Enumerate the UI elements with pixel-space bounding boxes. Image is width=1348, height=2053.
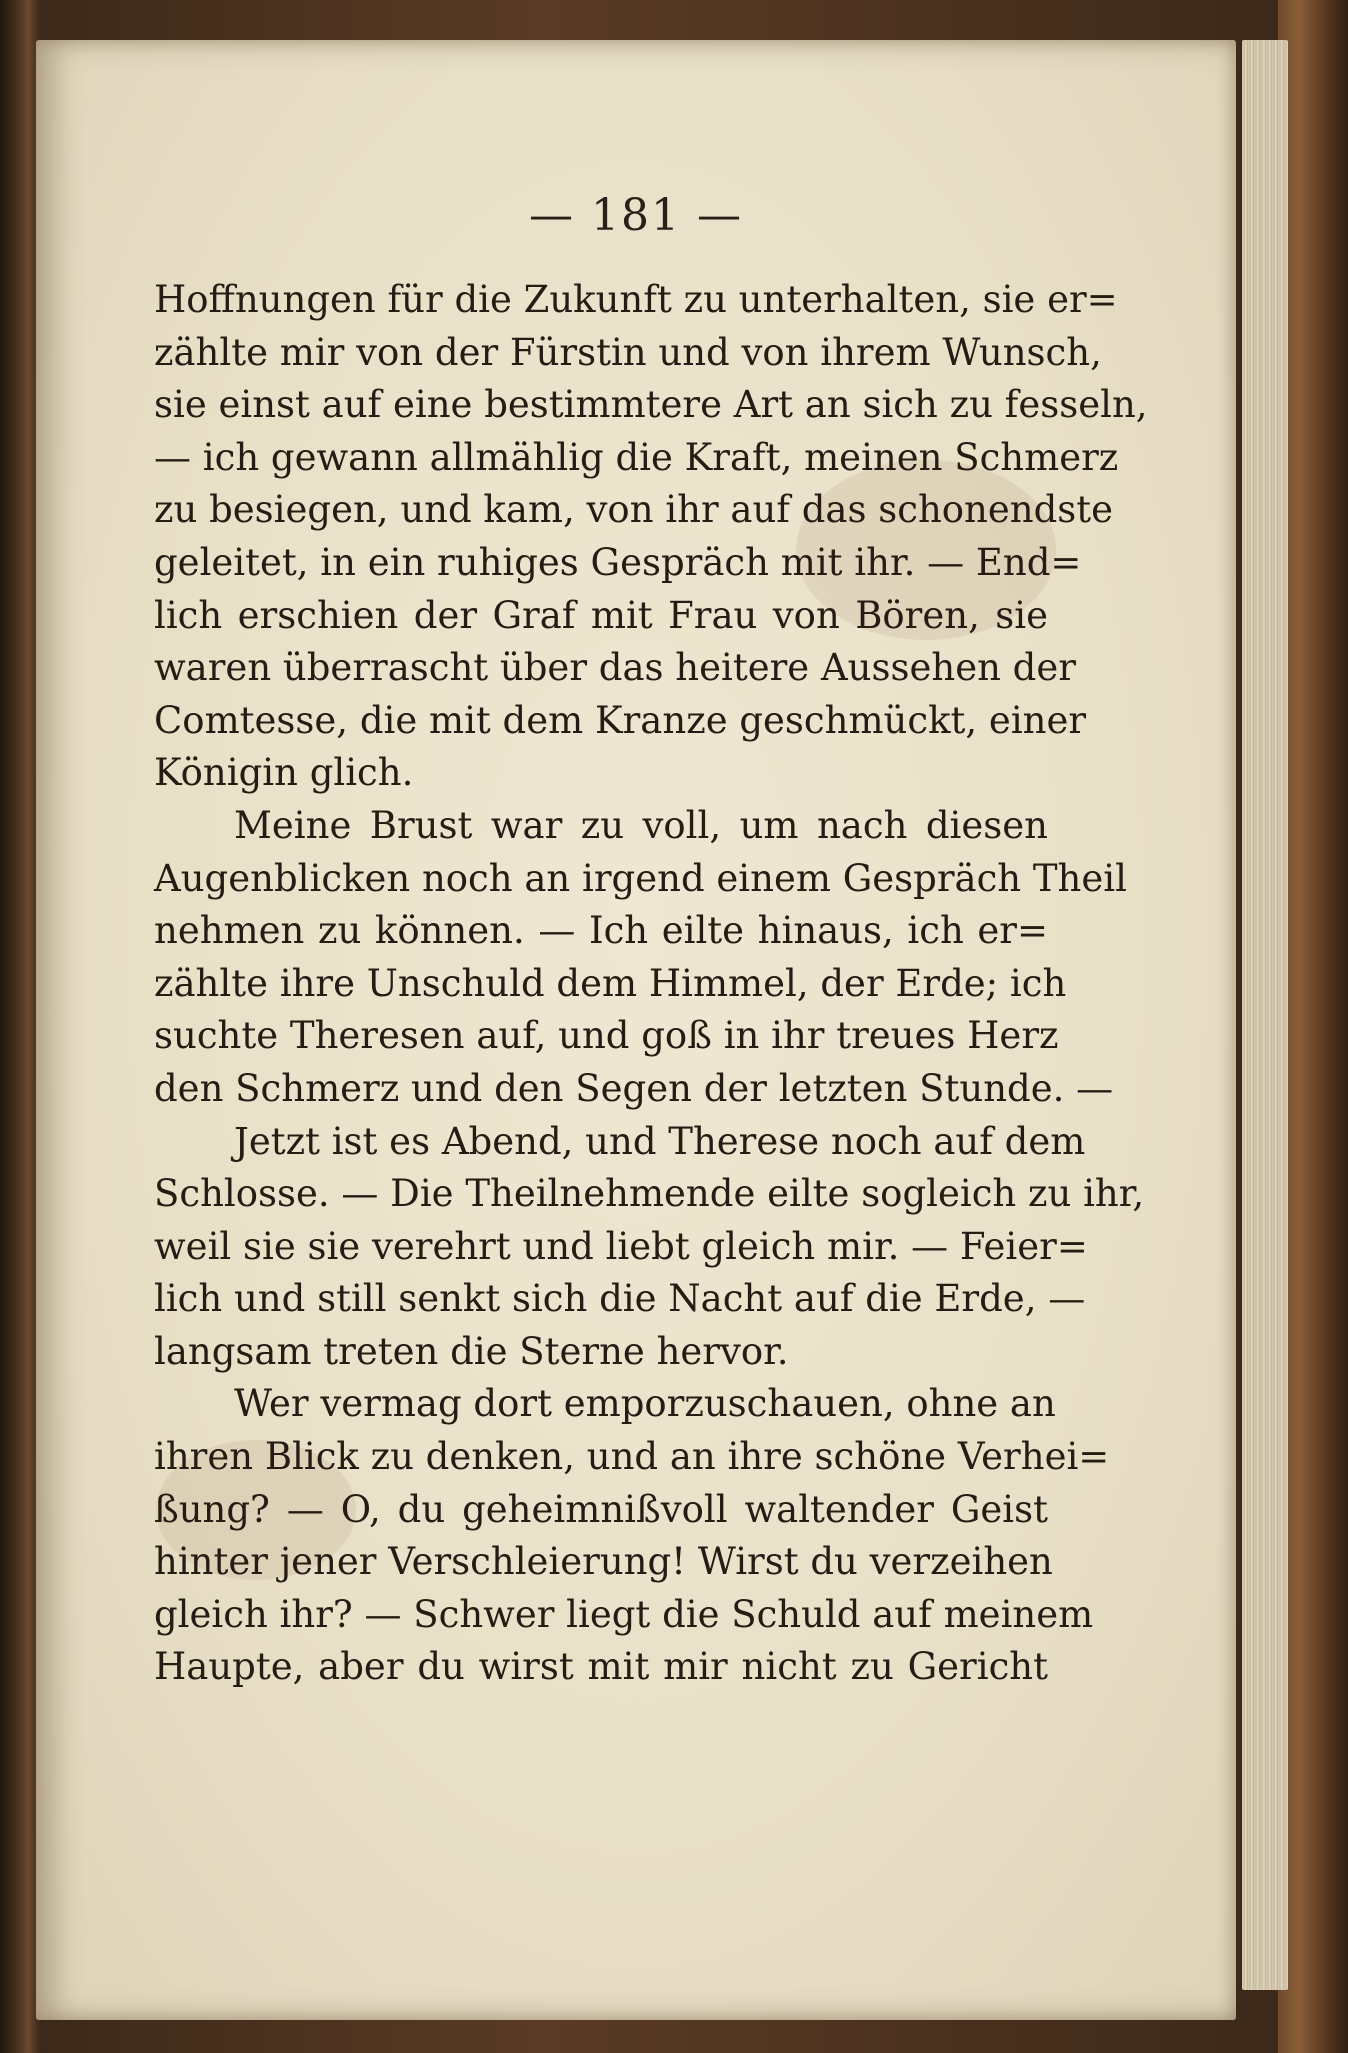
page-text [154, 274, 1148, 1694]
text-line: lich und still senkt sich die Nacht auf die Erde, — [154, 1277, 1086, 1321]
text-line: gleich ihr? — Schwer liegt die Schuld auf meinem [154, 1592, 1094, 1636]
text-line: Schlosse. — Die Theilnehmende eilte sogleich zu ihr, [154, 1172, 1145, 1216]
text-line: lich erschien der Graf mit Frau von Bören, sie [154, 593, 1048, 637]
text-line: suchte Theresen auf, und goß in ihr treues Herz [154, 1014, 1059, 1058]
text-line: Haupte, aber du wirst mit mir nicht zu Gericht [154, 1645, 1048, 1689]
page-edges [1242, 40, 1288, 1990]
text-line: zählte ihre Unschuld dem Himmel, der Erde; ich [154, 961, 1067, 1005]
text-line: zählte mir von der Fürstin und von ihrem Wunsch, [154, 330, 1102, 374]
text-line: weil sie sie verehrt und liebt gleich mir. — Feier= [154, 1224, 1088, 1268]
text-line: Augenblicken noch an irgend einem Gespräch Theil [154, 856, 1127, 900]
text-line: zu besiegen, und kam, von ihr auf das schonendste [154, 488, 1114, 532]
text-line: Königin glich. [154, 751, 414, 795]
text-line: langsam treten die Sterne hervor. [154, 1329, 789, 1373]
text-line: ßung? — O, du geheimnißvoll waltender Geist [154, 1487, 1048, 1531]
text-line: Comtesse, die mit dem Kranze geschmückt, einer [154, 698, 1087, 742]
text-line: hinter jener Verschleierung! Wirst du verzeihen [154, 1540, 1053, 1584]
left-binding [0, 0, 40, 2053]
book-page [36, 40, 1236, 2020]
text-line: geleitet, in ein ruhiges Gespräch mit ihr. — End= [154, 540, 1082, 584]
page-number: — 181 — [529, 190, 743, 241]
text-line: Wer vermag dort emporzuschauen, ohne an [234, 1382, 1056, 1426]
text-line: den Schmerz und den Segen der letzten Stunde. — [154, 1066, 1114, 1110]
right-cover-edge [1278, 0, 1348, 2053]
text-line: waren überrascht über das heitere Aussehen der [154, 646, 1076, 690]
text-line: Meine Brust war zu voll, um nach diesen [234, 803, 1048, 847]
text-line: Hoffnungen für die Zukunft zu unterhalten, sie er= [154, 278, 1118, 321]
text-line: ihren Blick zu denken, und an ihre schöne Verhei= [154, 1435, 1110, 1479]
text-line: Jetzt ist es Abend, und Therese noch auf dem [234, 1119, 1086, 1163]
text-line: sie einst auf eine bestimmtere Art an sich zu fesseln, [154, 383, 1148, 427]
text-line: nehmen zu können. — Ich eilte hinaus, ich er= [154, 909, 1048, 953]
text-line: — ich gewann allmählig die Kraft, meinen Schmerz [154, 435, 1119, 479]
